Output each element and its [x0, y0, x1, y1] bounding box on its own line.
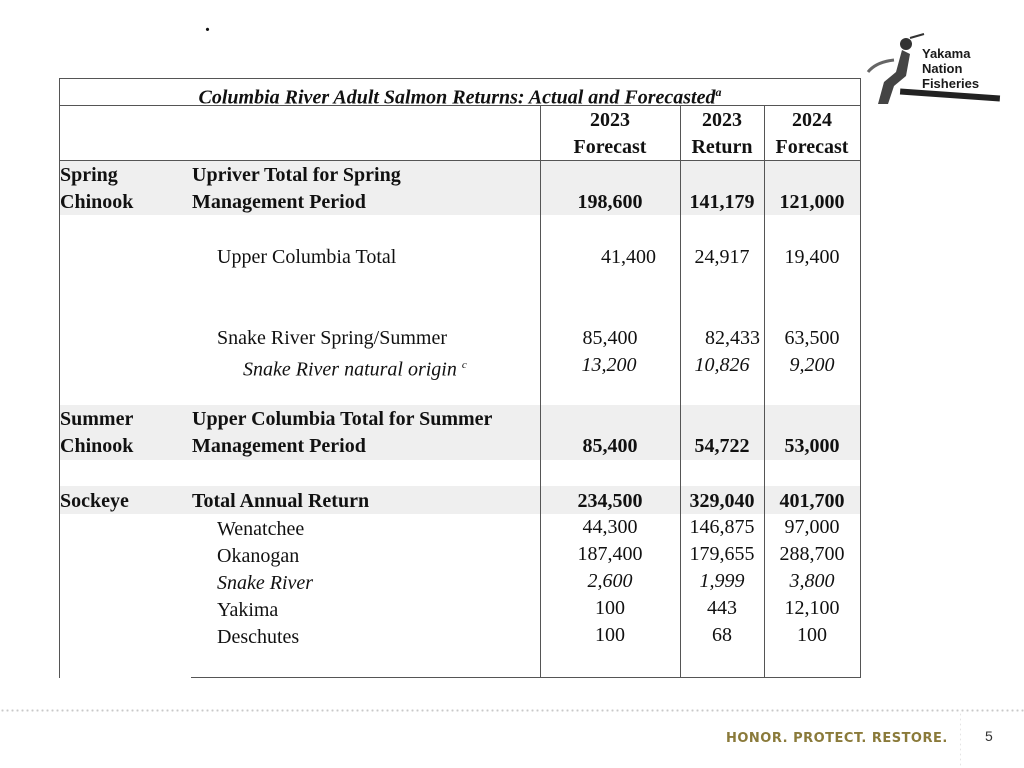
- cell: 24,917: [694, 246, 750, 268]
- row-label: Deschutes: [217, 626, 300, 648]
- cell: 19,400: [784, 246, 840, 268]
- logo-line-2: Nation: [922, 61, 963, 76]
- group-line: Chinook: [60, 191, 134, 213]
- header-line: 2023: [702, 109, 742, 131]
- header-2024-forecast: [764, 107, 860, 161]
- row-label: Wenatchee: [217, 518, 305, 540]
- logo-line-1: Yakama: [922, 46, 971, 61]
- cell: 121,000: [779, 191, 845, 213]
- cell: 41,400: [601, 246, 656, 268]
- cell: 12,100: [784, 597, 840, 619]
- group-line: Spring: [60, 164, 118, 186]
- cell: 53,000: [784, 435, 840, 457]
- footer-divider: [0, 709, 1024, 712]
- cell: 3,800: [789, 570, 835, 592]
- logo-text: [922, 46, 979, 91]
- group-summer-chinook: [60, 406, 133, 460]
- footer-vertical-divider: [960, 712, 961, 768]
- cell: 1,999: [699, 570, 745, 592]
- cell: 329,040: [689, 490, 755, 512]
- group-line: Chinook: [60, 435, 134, 457]
- row-label: Okanogan: [217, 545, 300, 567]
- row-label: Yakima: [217, 599, 279, 621]
- cell: 85,400: [582, 327, 638, 349]
- cell: 85,400: [582, 435, 638, 457]
- cell: 9,200: [789, 354, 835, 376]
- cell: 443: [707, 597, 737, 619]
- cell: 44,300: [582, 516, 638, 538]
- cell: 82,433: [705, 327, 760, 349]
- header-line: 2023: [590, 109, 630, 131]
- cell: 100: [797, 624, 827, 646]
- cell: 187,400: [577, 543, 643, 565]
- salmon-returns-table: [59, 78, 861, 678]
- stray-dot: .: [205, 14, 210, 36]
- snake-natural-label: [243, 352, 467, 384]
- cell: 401,700: [779, 490, 845, 512]
- cell: 141,179: [689, 191, 755, 213]
- summer-total-label: [192, 406, 492, 460]
- cell: 97,000: [784, 516, 840, 538]
- label-line: Upriver Total for Spring: [192, 164, 401, 186]
- cell: 100: [595, 624, 625, 646]
- label-line: Management Period: [192, 435, 366, 457]
- cell: 198,600: [577, 191, 643, 213]
- fisherman-icon: [866, 32, 926, 112]
- header-2023-forecast: [540, 107, 680, 161]
- header-2023-return: [680, 107, 764, 161]
- sockeye-total-label: Total Annual Return: [192, 490, 370, 512]
- cell: 10,826: [694, 354, 750, 376]
- label-line: Upper Columbia Total for Summer: [192, 408, 493, 430]
- title-superscript: a: [715, 85, 722, 99]
- header-line: Forecast: [775, 136, 849, 158]
- cell: 54,722: [694, 435, 750, 457]
- label-line: Management Period: [192, 191, 366, 213]
- cell: 63,500: [784, 327, 840, 349]
- cell: 2,600: [587, 570, 633, 592]
- header-line: Forecast: [573, 136, 647, 158]
- header-line: Return: [691, 136, 753, 158]
- cell: 100: [595, 597, 625, 619]
- cell: 13,200: [581, 354, 637, 376]
- group-spring-chinook: [60, 162, 133, 216]
- upper-columbia-label: Upper Columbia Total: [217, 246, 397, 268]
- spring-total-label: [192, 162, 401, 216]
- group-sockeye: Sockeye: [60, 490, 129, 512]
- snake-spring-summer-label: Snake River Spring/Summer: [217, 327, 447, 349]
- footer-motto: HONOR. PROTECT. RESTORE.: [726, 731, 948, 746]
- logo-line-3: Fisheries: [922, 76, 980, 91]
- table-title-text: Columbia River Adult Salmon Returns: Actual and Forecasted: [198, 86, 716, 109]
- natural-label-text: Snake River natural origin: [243, 358, 457, 381]
- cell: 234,500: [577, 490, 643, 512]
- cell: 146,875: [689, 516, 755, 538]
- group-line: Summer: [60, 408, 134, 430]
- cell: 68: [712, 624, 732, 646]
- header-line: 2024: [792, 109, 832, 131]
- natural-superscript: c: [461, 359, 467, 371]
- page-number: 5: [985, 728, 993, 744]
- row-label: Snake River: [217, 572, 314, 594]
- cell: 179,655: [689, 543, 755, 565]
- cell: 288,700: [779, 543, 845, 565]
- yakama-nation-fisheries-logo: [862, 32, 1002, 114]
